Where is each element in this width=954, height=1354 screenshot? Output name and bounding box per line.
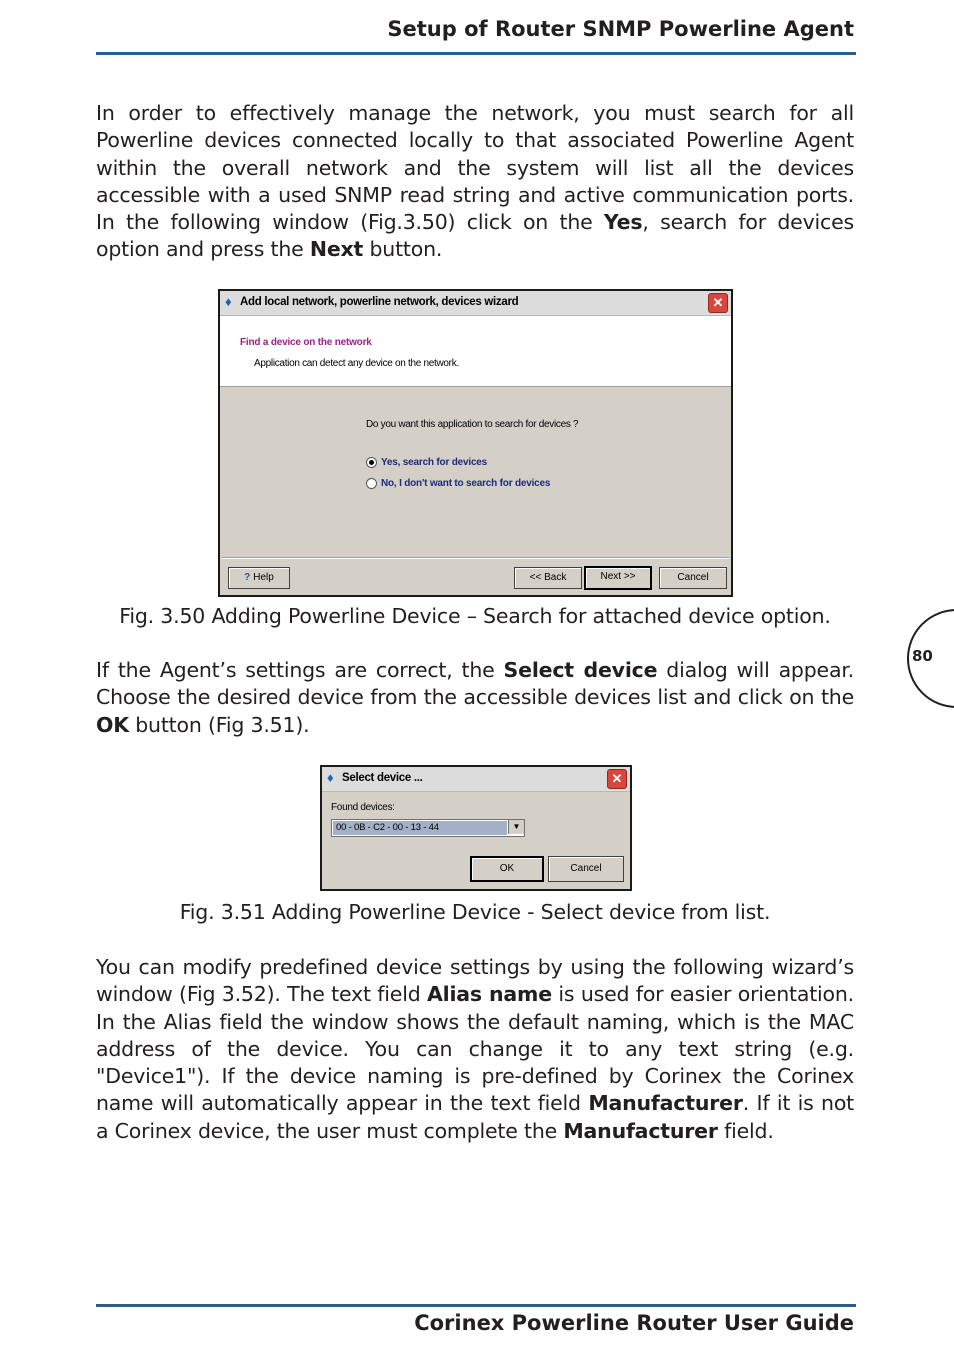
- found-devices-label: Found devices:: [331, 802, 395, 813]
- select-device-dialog: [320, 765, 632, 891]
- intro-paragraph: In order to effectively manage the network, you must search for all Powerline devices connected locally to that associated Powerline Agent within the overall network and the system will list all the devices accessible with a used SNMP read string and active communication ports. In the following window (Fig.3.50) click on the Yes, search for devices option and press the Next button.: [96, 101, 854, 262]
- radio-checked-icon[interactable]: [366, 457, 377, 468]
- selected-device-value: 00 - 0B - C2 - 00 - 13 - 44: [333, 821, 507, 835]
- wizard-header-panel: [220, 316, 731, 387]
- close-icon[interactable]: ✕: [708, 293, 728, 313]
- found-devices-select[interactable]: [331, 819, 525, 837]
- help-button[interactable]: [228, 567, 290, 589]
- help-icon: ?: [244, 572, 251, 583]
- select-device-paragraph: If the Agent’s settings are correct, the Select device dialog will appear. Choose the desired device from the accessible devices list and click on the OK button (Fig 3.51).: [96, 658, 854, 737]
- radio-no-search[interactable]: [366, 475, 550, 493]
- running-header: Setup of Router SNMP Powerline Agent: [387, 17, 854, 41]
- button-separator: [222, 557, 729, 559]
- header-rule: [96, 52, 856, 55]
- select-device-titlebar: [322, 767, 630, 792]
- radio-unchecked-icon[interactable]: [366, 478, 377, 489]
- chevron-down-icon[interactable]: ▼: [508, 820, 524, 834]
- running-footer: Corinex Powerline Router User Guide: [414, 1311, 854, 1335]
- wizard-dialog: [218, 289, 733, 597]
- device-settings-paragraph: You can modify predefined device settings by using the following wizard’s window (Fig 3.52). The text field Alias name is used for easier orientation. In the Alias field the window shows the default naming, which is the MAC address of the device. You can change it to any text string (e.g. "Device1"). If the device naming is pre-defined by Corinex the Corinex name will automatically appear in the text field Manufacturer. If it is not a Corinex device, the user must complete the Manufacturer field.: [96, 955, 854, 1143]
- help-label: Help: [253, 572, 274, 583]
- cancel-button[interactable]: Cancel: [548, 856, 624, 882]
- wizard-title: Add local network, powerline network, devices wizard: [240, 296, 519, 308]
- ok-button[interactable]: OK: [470, 856, 544, 882]
- radio-yes-search[interactable]: [366, 454, 487, 472]
- app-icon: ♦: [327, 770, 334, 785]
- search-question: Do you want this application to search for devices ?: [366, 419, 579, 430]
- figure-caption-350: Fig. 3.50 Adding Powerline Device – Search for attached device option.: [119, 604, 831, 628]
- figure-caption-351: Fig. 3.51 Adding Powerline Device - Select device from list.: [179, 900, 771, 924]
- cancel-button[interactable]: Cancel: [659, 567, 727, 589]
- app-icon: ♦: [225, 294, 232, 309]
- back-button[interactable]: << Back: [514, 567, 582, 589]
- radio-yes-label: Yes, search for devices: [381, 457, 488, 469]
- close-icon[interactable]: ✕: [607, 769, 627, 789]
- wizard-titlebar: [220, 291, 731, 316]
- page-number: 80: [912, 647, 933, 665]
- footer-rule: [96, 1304, 856, 1307]
- select-device-title: Select device ...: [342, 772, 423, 784]
- wizard-heading: Find a device on the network: [240, 337, 372, 348]
- radio-no-label: No, I don't want to search for devices: [381, 478, 551, 490]
- wizard-subheading: Application can detect any device on the network.: [254, 358, 459, 369]
- next-button[interactable]: Next >>: [584, 566, 652, 590]
